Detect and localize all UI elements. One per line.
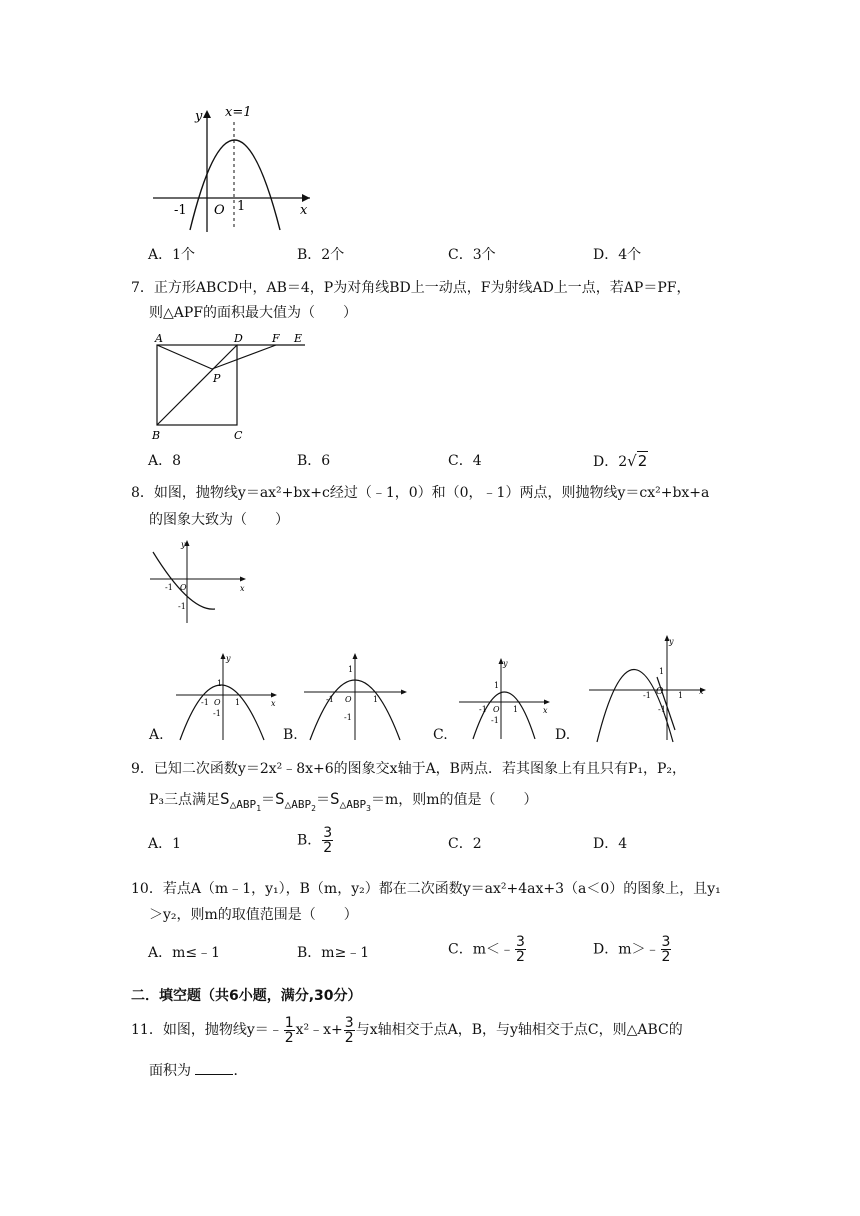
q8-choice-c-label: C. [433,727,448,743]
q8a-y: y [226,654,231,663]
q8b-neg-one-y: -1 [344,713,352,722]
q8c-y: y [503,659,508,668]
q8b-one-y: 1 [348,665,354,674]
q11-f2-den: 2 [344,1029,354,1046]
q8c-one-y: 1 [494,681,500,690]
q9-area-s1: S [220,789,230,808]
q6-option-b: B．2个 [297,247,345,263]
q9-stem-line1: 9．已知二次函数y＝2x²﹣8x+6的图象交x轴于A，B两点．若其图象上有且只有P₁，P₂， [131,761,687,777]
q10-option-b: B．m≥﹣1 [297,945,370,961]
q8-given-parabola-graph [145,537,255,627]
q8-fig-origin: O [180,583,187,592]
sqrt-symbol-icon: √ [627,452,637,470]
q6-axis-label: x=1 [225,105,252,120]
section-heading-fill-in: 二．填空题（共6小题，满分,30分） [131,988,362,1004]
q11-end: ． [233,1063,248,1079]
q9-b-den: 2 [323,840,333,856]
q8-fig-neg-one: -1 [165,583,173,592]
q8a-one: 1 [217,679,223,688]
q7-label-a: A [155,332,163,345]
q11-prefix: 11．如图，抛物线y＝﹣ [131,1022,283,1038]
q9-option-b [297,826,334,855]
q9-line2-suffix: ＝m，则m的值是（ ） [370,792,538,808]
q8-choice-b-graph [300,650,412,742]
q6-option-d: D．4个 [593,247,642,263]
q6-neg-one: -1 [174,203,187,218]
q11-f1-den: 2 [284,1029,294,1046]
q10-option-d-prefix: D．m＞﹣ [593,941,660,958]
q7-label-b: B [152,429,161,442]
q9-stem-line2 [149,788,538,814]
q6-option-c: C．3个 [448,247,496,263]
q11-fraction-1 [284,1016,295,1045]
q8d-y: y [669,637,674,646]
q11-f1-num: 1 [284,1014,294,1031]
q7-label-c: C [234,429,243,442]
q7-label-e: E [294,332,303,345]
q8c-neg-one-y: -1 [491,716,499,725]
q8d-one-y: 1 [659,667,665,676]
q9-line2-prefix: P₃三点满足 [149,792,221,808]
q8d-neg-one-y: -1 [658,705,666,714]
q6-one: 1 [237,199,246,214]
q11-line2-text: 面积为 [149,1063,191,1079]
q8-fig-y: y [181,540,186,549]
q10-d-den: 2 [661,949,671,965]
q9-area-3 [329,789,371,814]
q8a-origin: O [214,698,221,707]
q8-choice-b-label: B. [283,727,298,743]
q10-option-c-fraction [515,935,526,964]
q9-area-s3: S [329,789,340,808]
q8-choice-a-label: A. [149,727,164,743]
q11-f2-num: 3 [344,1014,354,1031]
q9-b-num: 3 [323,825,333,841]
q9-option-b-prefix: B． [297,832,322,849]
q8b-neg-one: -1 [326,695,334,704]
q6-y-label: y [195,109,203,124]
q9-tri3: △ABP [339,798,367,812]
q7-option-d [593,452,648,471]
q8c-origin: O [493,705,500,714]
q8-choice-d-graph [585,632,715,744]
q10-option-d-fraction [661,935,672,964]
q7-stem-line1: 7．正方形ABCD中，AB＝4，P为对角线BD上一动点，F为射线AD上一点，若AP＝PF， [131,280,691,296]
q8-fig-neg-one-y: -1 [178,602,186,611]
q8a-neg-one: -1 [201,698,209,707]
q10-option-d [593,935,672,964]
q7-square-figure [145,330,315,445]
q8-stem-line1: 8．如图，抛物线y＝ax²+bx+c经过（﹣1，0）和（0，﹣1）两点，则抛物线y＝cx²+bx+a [131,485,710,501]
q11-stem-line2 [149,1060,247,1080]
q9-area-2 [275,789,316,814]
q9-sub1: 1 [256,804,262,814]
q9-area-1 [220,789,262,814]
q9-eq1: ＝ [261,792,276,808]
q11-suffix: 与x轴相交于点A，B，与y轴相交于点C，则△ABC的 [355,1022,683,1038]
q10-option-a: A．m≤﹣1 [148,945,221,961]
q9-eq2: ＝ [315,792,330,808]
q8-choice-d-label: D. [555,727,571,743]
q8a-pos-one: 1 [235,698,241,707]
q8-stem-line2: 的图象大致为（ ） [149,512,289,528]
q7-label-d: D [234,332,243,345]
q8-fig-x: x [240,584,245,593]
q9-option-c: C．2 [448,836,482,852]
q6-parabola-graph [145,100,320,235]
q11-answer-blank[interactable] [195,1060,233,1075]
q10-c-num: 3 [516,934,525,950]
q7-option-a: A．8 [148,453,182,469]
q11-stem-line1 [131,1013,683,1047]
q9-tri2: △ABP [284,798,312,812]
q8c-neg-one: -1 [479,705,487,714]
q9-option-b-fraction [322,826,333,855]
q8a-neg-one-y: -1 [213,709,221,718]
q8d-pos-one: 1 [678,691,684,700]
q9-option-d: D．4 [593,836,628,852]
q8d-origin: O [656,687,664,697]
q8c-pos-one: 1 [513,705,519,714]
q10-stem-line1: 10．若点A（m﹣1，y₁），B（m，y₂）都在二次函数y＝ax²+4ax+3（a＜0）的图象上，且y₁ [131,881,721,897]
q8d-neg-one: -1 [643,691,651,700]
q6-x-label: x [300,203,308,218]
q8-choice-c-graph [455,655,555,740]
q6-option-a: A．1个 [148,247,196,263]
q10-option-c-prefix: C．m＜﹣ [448,941,514,958]
q8b-origin: O [345,695,352,704]
q8-choice-a-graph [172,650,280,742]
q9-sub2: 2 [311,804,316,814]
q11-fraction-2 [344,1016,355,1045]
q8c-x: x [543,706,548,715]
q8d-x: x [699,687,704,696]
q8b-pos-one: 1 [373,695,379,704]
q7-option-b: B．6 [297,453,331,469]
q10-d-num: 3 [661,934,671,950]
q9-option-a: A．1 [148,836,182,852]
q7-option-c: C．4 [448,453,482,469]
q8a-x: x [271,699,276,708]
q7-stem-line2: 则△APF的面积最大值为（ ） [149,305,358,321]
q9-area-s2: S [275,789,285,808]
q10-c-den: 2 [516,949,525,965]
q6-origin: O [214,203,225,218]
q9-sub3: 3 [366,804,371,814]
q7-option-d-prefix: D．2 [593,454,628,470]
q11-mid: x²﹣x+ [295,1022,343,1038]
q7-label-f: F [272,332,280,345]
q9-tri1: △ABP [229,798,257,812]
q10-stem-line2: ＞y₂，则m的取值范围是（ ） [149,907,358,923]
q10-option-c [448,935,527,964]
q7-label-p: P [213,372,221,385]
q7-option-d-radicand: 2 [637,452,648,470]
